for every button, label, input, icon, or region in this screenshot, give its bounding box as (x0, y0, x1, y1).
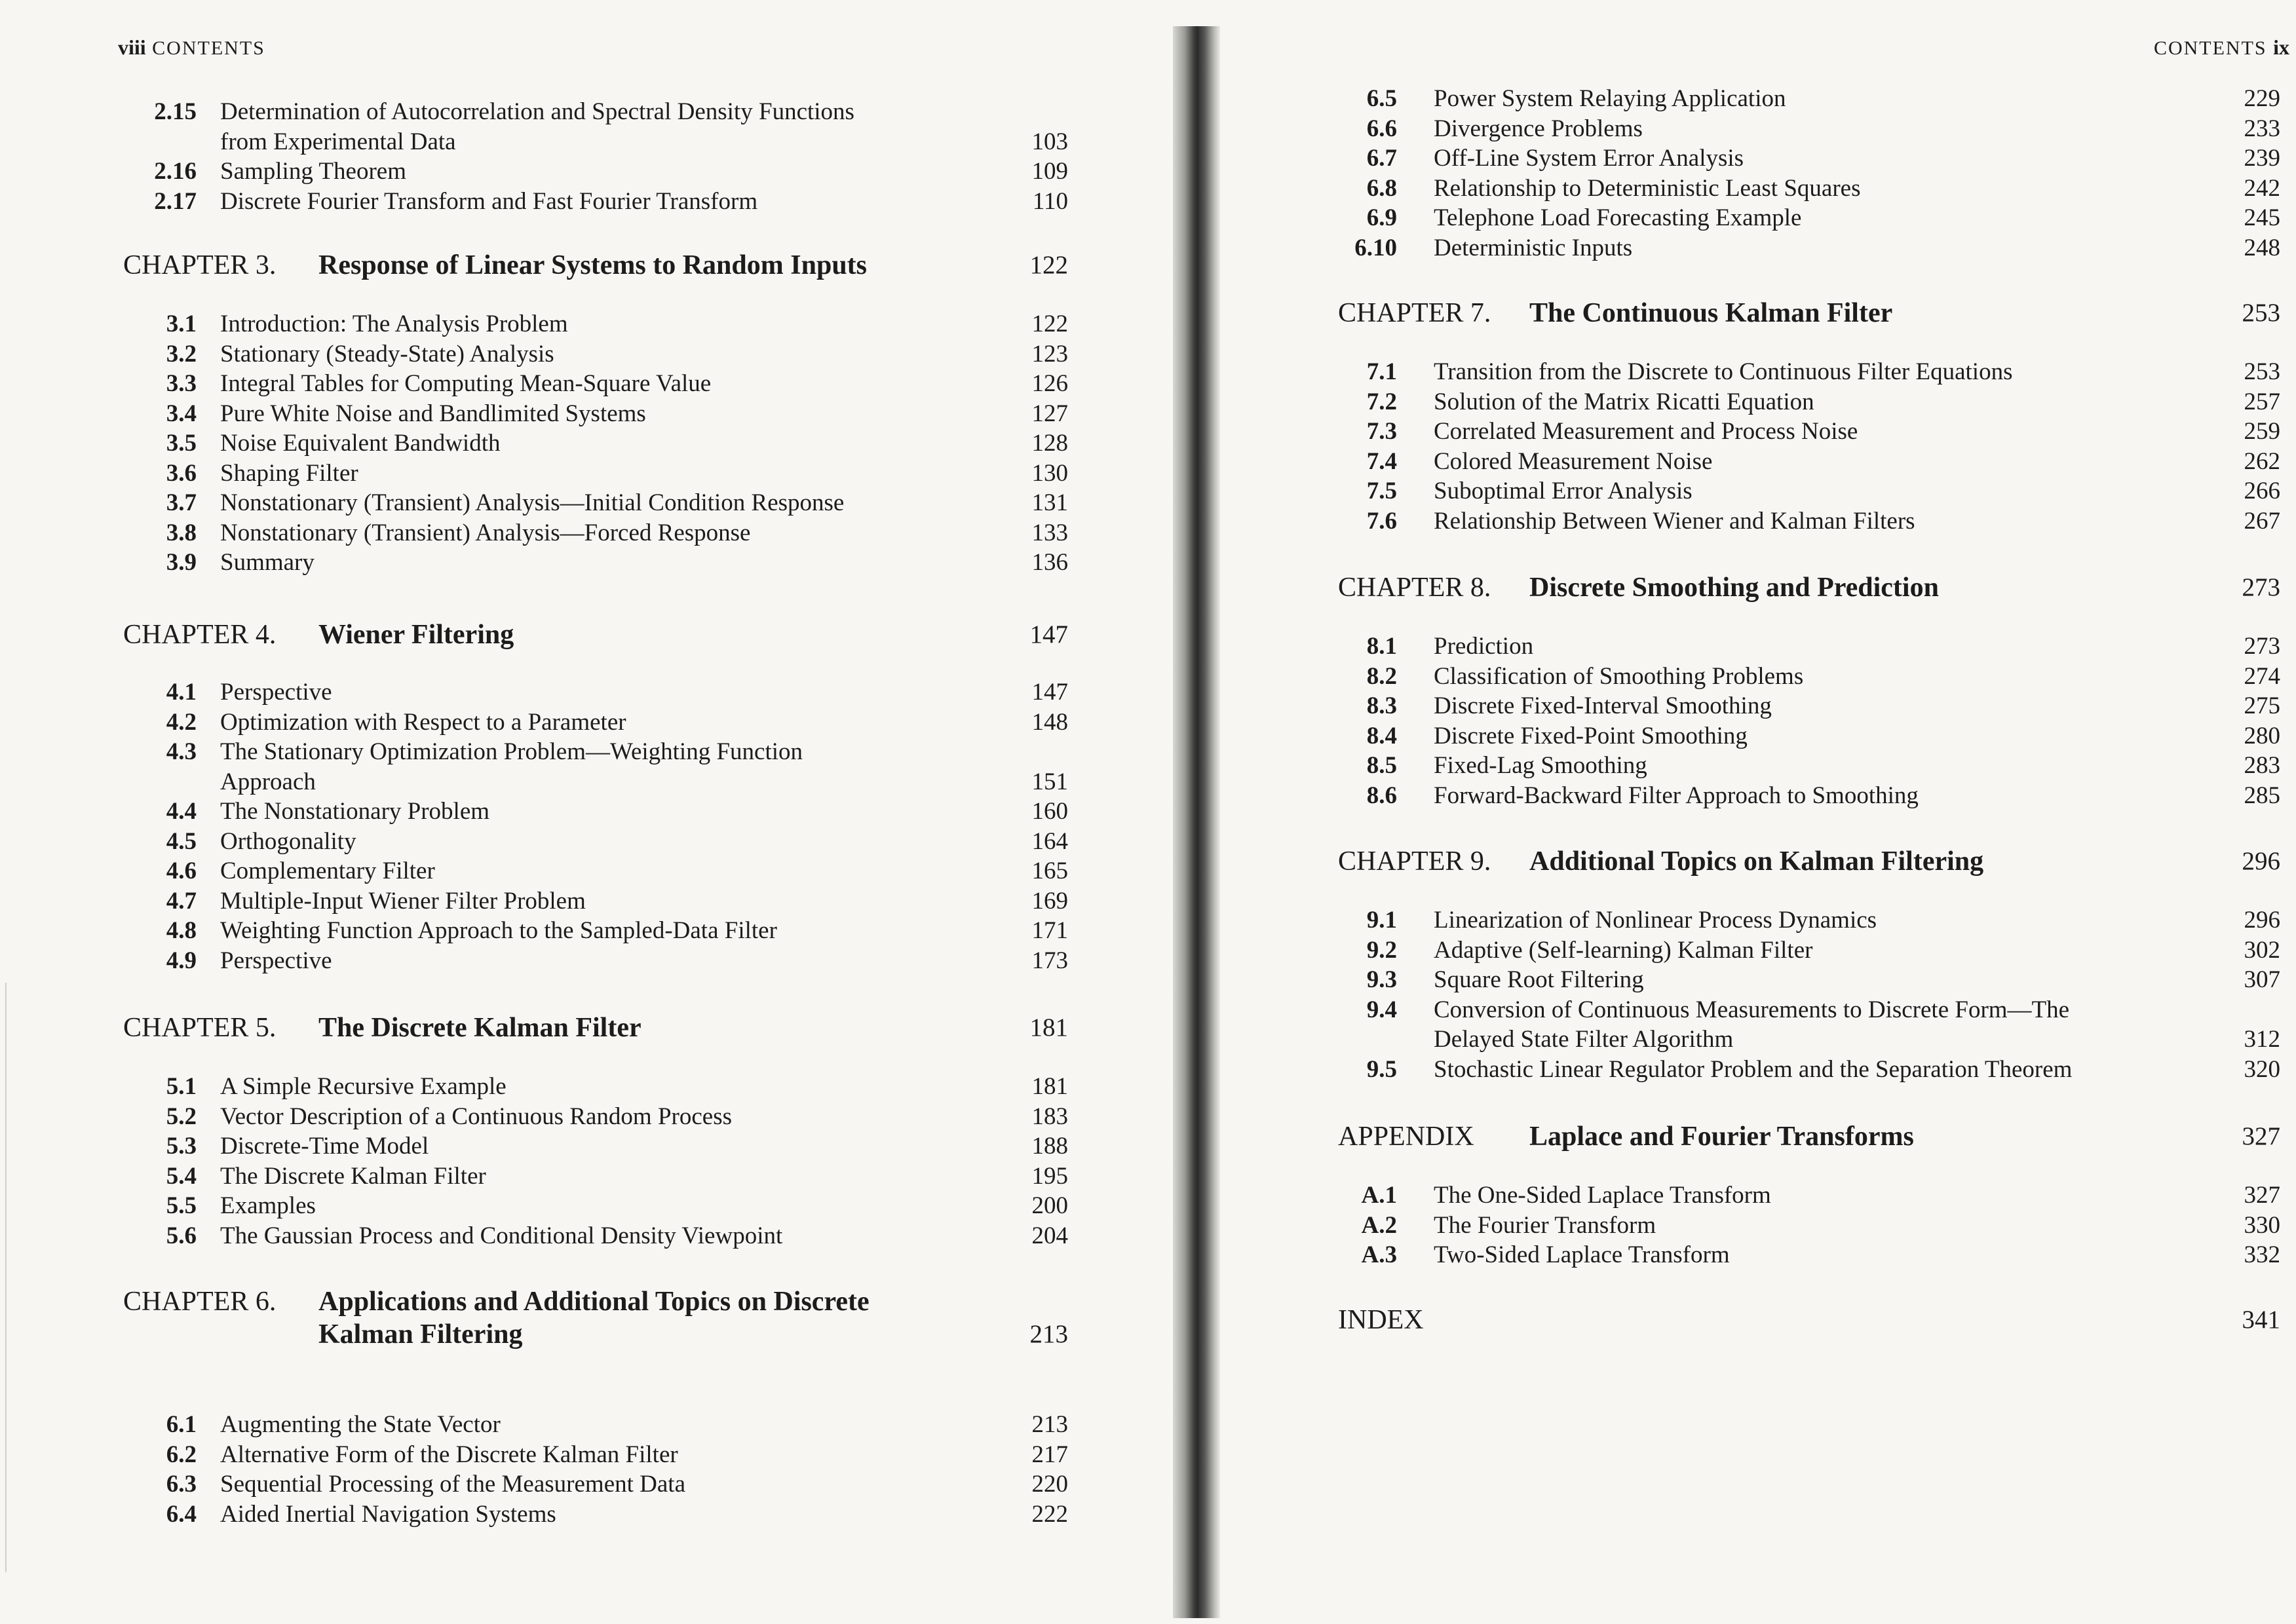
section-title: Approach (220, 768, 316, 795)
section-title: Discrete Fixed-Interval Smoothing (1434, 692, 1772, 719)
section-title: Stationary (Steady-State) Analysis (220, 340, 554, 368)
page-number: 147 (1031, 679, 1068, 706)
toc-entry-line (0, 428, 1173, 459)
section-title: The Fourier Transform (1434, 1211, 1656, 1239)
section-number: 3.7 (166, 489, 197, 516)
toc-entry-line (0, 797, 1173, 827)
page-number: 204 (1031, 1222, 1068, 1249)
chapter-page-number: 181 (1029, 1013, 1068, 1042)
section-title: Weighting Function Approach to the Sampled-Data Filter (220, 917, 777, 944)
toc-entry-line (1220, 1211, 2296, 1241)
toc-entry-line (1220, 387, 2296, 417)
section-title: Discrete Fourier Transform and Fast Fourier Transform (220, 187, 758, 215)
chapter-title: The Continuous Kalman Filter (1529, 298, 1893, 328)
section-number: 5.1 (166, 1073, 197, 1100)
section-title: Determination of Autocorrelation and Spectral Density Functions (220, 98, 854, 125)
toc-entry-line (1220, 84, 2296, 114)
page-number: 245 (2244, 204, 2280, 231)
toc-entry-line (1220, 1240, 2296, 1270)
section-title: Multiple-Input Wiener Filter Problem (220, 887, 586, 915)
page-number: 332 (2244, 1241, 2280, 1268)
section-title: The Gaussian Process and Conditional Density Viewpoint (220, 1222, 783, 1249)
toc-entry-line (1220, 357, 2296, 387)
toc-entry-line (0, 339, 1173, 369)
page-number: 248 (2244, 234, 2280, 261)
toc-entry-line (0, 946, 1173, 976)
section-number: 9.1 (1366, 907, 1397, 934)
page-number: 148 (1031, 708, 1068, 736)
toc-entry-line (0, 1440, 1173, 1470)
section-title: Classification of Smoothing Problems (1434, 662, 1804, 690)
section-title: Sequential Processing of the Measurement Data (220, 1471, 685, 1498)
toc-entry-line (1220, 1055, 2296, 1085)
section-title: Deterministic Inputs (1434, 234, 1633, 261)
toc-entry-line (0, 1072, 1173, 1102)
section-number: 6.2 (166, 1441, 197, 1468)
page-number: 123 (1031, 340, 1068, 368)
chapter-title: Wiener Filtering (318, 620, 514, 650)
section-title: Nonstationary (Transient) Analysis—Forced Response (220, 519, 751, 546)
section-number: 4.9 (166, 947, 197, 974)
toc-entry-line (1220, 935, 2296, 966)
section-number: 4.4 (166, 798, 197, 825)
chapter-title: Kalman Filtering (318, 1319, 523, 1350)
section-number: 6.5 (1366, 85, 1397, 112)
section-title: Forward-Backward Filter Approach to Smoothing (1434, 782, 1919, 809)
section-number: 6.1 (166, 1411, 197, 1438)
toc-entry-line (1220, 1025, 2296, 1055)
section-number: 9.3 (1366, 966, 1397, 993)
section-number: 2.16 (154, 158, 197, 185)
toc-entry-line (0, 488, 1173, 518)
chapter-page-number: 122 (1029, 251, 1068, 279)
section-title: Relationship to Deterministic Least Squares (1434, 174, 1861, 202)
section-number: 6.4 (166, 1500, 197, 1528)
page-number: 109 (1031, 158, 1068, 185)
toc-entry-line (0, 518, 1173, 548)
page-number: 195 (1031, 1162, 1068, 1190)
chapter-label: CHAPTER 3. (123, 250, 277, 280)
page-number: 183 (1031, 1103, 1068, 1130)
page-number: 262 (2244, 447, 2280, 475)
page-number: 330 (2244, 1211, 2280, 1239)
page-number: 122 (1031, 311, 1068, 337)
toc-entry-line (1220, 506, 2296, 537)
section-title: Power System Relaying Application (1434, 85, 1786, 112)
section-title: Nonstationary (Transient) Analysis—Initial Condition Response (220, 489, 845, 516)
section-title: Complementary Filter (220, 858, 435, 884)
toc-entry-line (0, 856, 1173, 886)
page-number: 233 (2244, 115, 2280, 142)
section-title: Vector Description of a Continuous Random Process (220, 1103, 732, 1130)
toc-entry-line (1220, 1180, 2296, 1211)
toc-entry-line (0, 886, 1173, 916)
chapter-label: CHAPTER 7. (1338, 298, 1491, 328)
section-title: Solution of the Matrix Ricatti Equation (1434, 388, 1814, 415)
page-number: 169 (1031, 887, 1068, 915)
page-number: 200 (1031, 1192, 1068, 1219)
toc-entry-line (1220, 995, 2296, 1025)
section-number: 7.1 (1366, 358, 1397, 385)
section-title: A Simple Recursive Example (220, 1073, 507, 1100)
chapter-title: Laplace and Fourier Transforms (1529, 1122, 1914, 1152)
toc-entry-line (0, 767, 1173, 797)
toc-entry-line (0, 459, 1173, 489)
section-number: 6.9 (1366, 204, 1397, 231)
section-number: 4.8 (166, 917, 197, 944)
section-number: 3.6 (166, 459, 197, 487)
section-number: 8.2 (1366, 662, 1397, 690)
page-number: 130 (1031, 459, 1068, 487)
section-title: Transition from the Discrete to Continuous Filter Equations (1434, 358, 2013, 385)
page-number: 188 (1031, 1133, 1068, 1160)
chapter-title: Additional Topics on Kalman Filtering (1529, 846, 1984, 877)
section-number: 3.8 (166, 519, 197, 546)
toc-entry-line (1220, 691, 2296, 721)
page-number: 213 (1031, 1411, 1068, 1438)
running-head-left (118, 35, 265, 60)
chapter-title: Discrete Smoothing and Prediction (1529, 573, 1939, 603)
page-number: 133 (1031, 519, 1068, 546)
section-title: Off-Line System Error Analysis (1434, 145, 1744, 172)
page-number: 312 (2244, 1026, 2280, 1053)
section-number: 4.7 (166, 887, 197, 915)
section-title: Discrete Fixed-Point Smoothing (1434, 722, 1748, 749)
chapter-page-number: 273 (2242, 573, 2280, 601)
section-title: Alternative Form of the Discrete Kalman Filter (220, 1441, 678, 1468)
section-title: Discrete-Time Model (220, 1133, 429, 1160)
page-number: 320 (2244, 1055, 2280, 1083)
page-number: 151 (1031, 768, 1068, 795)
toc-entry-line (0, 1131, 1173, 1161)
section-title: Perspective (220, 679, 332, 706)
chapter-title: Response of Linear Systems to Random Inputs (318, 250, 868, 280)
section-number: 8.3 (1366, 692, 1397, 719)
chapter-page-number: 147 (1029, 620, 1068, 649)
page-number: 274 (2244, 662, 2280, 690)
page-number: 126 (1031, 370, 1068, 397)
page-number: 280 (2244, 722, 2280, 749)
page-number: 103 (1031, 128, 1068, 155)
section-title: The Nonstationary Problem (220, 798, 490, 825)
section-number: 2.17 (154, 187, 197, 215)
toc-entry-line (1220, 417, 2296, 447)
section-title: Examples (220, 1192, 316, 1219)
chapter-label: CHAPTER 8. (1338, 573, 1491, 603)
page-number: 160 (1031, 798, 1068, 825)
section-number: 9.2 (1366, 936, 1397, 964)
page-number: 302 (2244, 936, 2280, 964)
toc-entry-line (0, 127, 1173, 157)
toc-entry-line (0, 1191, 1173, 1221)
page-number: 136 (1031, 549, 1068, 576)
page-number: 110 (1032, 187, 1068, 215)
toc-entry-line (1220, 143, 2296, 174)
toc-entry-line (0, 97, 1173, 127)
section-title: The Discrete Kalman Filter (220, 1162, 486, 1190)
page-number: 259 (2244, 418, 2280, 445)
chapter-page-number: 296 (2242, 847, 2280, 875)
section-title: Correlated Measurement and Process Noise (1434, 418, 1858, 445)
toc-entry-line (0, 1469, 1173, 1500)
folio: ix (2273, 35, 2289, 59)
section-title: Augmenting the State Vector (220, 1411, 501, 1438)
section-title: Optimization with Respect to a Parameter (220, 708, 626, 736)
toc-entry-line (0, 677, 1173, 708)
section-title: Perspective (220, 947, 332, 974)
section-number: 2.15 (154, 98, 197, 125)
chapter-label: CHAPTER 9. (1338, 846, 1491, 877)
chapter-title: The Discrete Kalman Filter (318, 1013, 641, 1043)
toc-entry-line (1220, 476, 2296, 506)
toc-entry-line (0, 1410, 1173, 1440)
page-number: 217 (1031, 1441, 1068, 1468)
chapter-title: Applications and Additional Topics on Discrete (318, 1287, 870, 1317)
chapter-label: CHAPTER 4. (123, 620, 277, 650)
page-number: 164 (1031, 827, 1068, 855)
section-title: Orthogonality (220, 827, 356, 855)
section-title: Pure White Noise and Bandlimited Systems (220, 400, 646, 427)
page-number: 253 (2244, 358, 2280, 385)
section-title: Colored Measurement Noise (1434, 447, 1713, 475)
toc-entry-line (0, 309, 1173, 339)
toc-entry-line (0, 1161, 1173, 1192)
section-title: Stochastic Linear Regulator Problem and the Separation Theorem (1434, 1055, 2073, 1083)
section-number: 6.10 (1354, 234, 1397, 261)
section-number: 3.9 (166, 549, 197, 576)
toc-entry-line (1220, 447, 2296, 477)
page-number: 239 (2244, 145, 2280, 172)
section-number: 8.5 (1366, 752, 1397, 779)
section-number: 4.2 (166, 708, 197, 736)
section-title: Summary (220, 549, 315, 576)
folio: viii (118, 35, 146, 59)
chapter-page-number: 341 (2242, 1306, 2280, 1334)
section-number: 4.3 (166, 738, 197, 765)
section-number: 6.7 (1366, 145, 1397, 172)
section-number: 3.5 (166, 430, 197, 457)
page-number: 222 (1031, 1500, 1068, 1528)
running-head-title: CONTENTS (2153, 37, 2267, 59)
section-number: A.2 (1361, 1211, 1397, 1239)
page-number: 131 (1031, 489, 1068, 516)
section-number: 7.4 (1366, 447, 1397, 475)
toc-entry-line (0, 369, 1173, 399)
toc-entry-line (1220, 114, 2296, 144)
section-number: 3.3 (166, 370, 197, 397)
chapter-page-number: 327 (2242, 1122, 2280, 1150)
page-number: 273 (2244, 633, 2280, 660)
section-title: Fixed-Lag Smoothing (1434, 752, 1647, 779)
section-title: Divergence Problems (1434, 115, 1643, 142)
toc-entry-line (0, 548, 1173, 578)
toc-entry-line (1220, 203, 2296, 233)
running-head-title: CONTENTS (152, 37, 265, 59)
page-number: 171 (1031, 917, 1068, 944)
section-title: Relationship Between Wiener and Kalman Filters (1434, 507, 1915, 535)
page-number: 296 (2244, 907, 2280, 934)
chapter-label: INDEX (1338, 1305, 1424, 1335)
section-number: 6.3 (166, 1471, 197, 1498)
section-number: 7.5 (1366, 478, 1397, 504)
page-number: 242 (2244, 174, 2280, 202)
section-number: 4.1 (166, 679, 197, 706)
book-gutter (1173, 26, 1220, 1618)
section-number: 9.5 (1366, 1055, 1397, 1083)
section-number: 5.4 (166, 1162, 197, 1190)
page-number: 327 (2244, 1182, 2280, 1209)
section-number: 3.2 (166, 340, 197, 368)
toc-entry-line (0, 187, 1173, 217)
toc-entry-line (1220, 174, 2296, 204)
section-title: Suboptimal Error Analysis (1434, 478, 1693, 504)
page-number: 285 (2244, 782, 2280, 809)
section-number: 9.4 (1366, 996, 1397, 1023)
section-title: Introduction: The Analysis Problem (220, 311, 568, 337)
toc-entry-line (1220, 751, 2296, 781)
section-title: Square Root Filtering (1434, 966, 1644, 993)
section-title: Shaping Filter (220, 459, 358, 487)
section-number: 7.2 (1366, 388, 1397, 415)
page-number: 307 (2244, 966, 2280, 993)
toc-entry-line (0, 1221, 1173, 1251)
section-title: Noise Equivalent Bandwidth (220, 430, 501, 457)
section-title: Conversion of Continuous Measurements to Discrete Form—The (1434, 996, 2070, 1023)
toc-entry-line (0, 708, 1173, 738)
section-title: from Experimental Data (220, 128, 456, 155)
section-number: 8.4 (1366, 722, 1397, 749)
page-number: 181 (1031, 1073, 1068, 1100)
chapter-label: CHAPTER 6. (123, 1287, 277, 1317)
page-number: 283 (2244, 752, 2280, 779)
section-title: Delayed State Filter Algorithm (1434, 1026, 1734, 1053)
section-title: The One-Sided Laplace Transform (1434, 1182, 1771, 1209)
toc-entry-line (0, 737, 1173, 767)
section-number: 7.3 (1366, 418, 1397, 445)
chapter-page-number: 253 (2242, 299, 2280, 327)
running-head-right (2154, 35, 2289, 60)
right-page (1220, 0, 2296, 1624)
section-number: 6.6 (1366, 115, 1397, 142)
toc-entry-line (1220, 781, 2296, 811)
section-title: Prediction (1434, 633, 1534, 660)
toc-entry-line (1220, 632, 2296, 662)
page-number: 127 (1031, 400, 1068, 427)
section-title: Telephone Load Forecasting Example (1434, 204, 1802, 231)
page-number: 165 (1031, 858, 1068, 884)
toc-entry-line (0, 1500, 1173, 1530)
section-number: 5.5 (166, 1192, 197, 1219)
section-number: 3.1 (166, 311, 197, 337)
toc-entry-line (0, 399, 1173, 429)
chapter-page-number: 213 (1029, 1320, 1068, 1348)
toc-entry-line (0, 827, 1173, 857)
page-number: 173 (1031, 947, 1068, 974)
toc-entry-line (1220, 721, 2296, 751)
section-number: 5.2 (166, 1103, 197, 1130)
page-number: 128 (1031, 430, 1068, 457)
page-number: 220 (1031, 1471, 1068, 1498)
toc-entry-line (0, 1102, 1173, 1132)
section-title: Adaptive (Self-learning) Kalman Filter (1434, 936, 1813, 964)
page-number: 229 (2244, 85, 2280, 112)
toc-entry-line (1220, 233, 2296, 263)
page-number: 257 (2244, 388, 2280, 415)
section-title: The Stationary Optimization Problem—Weighting Function (220, 738, 803, 765)
toc-entry-line (1220, 905, 2296, 935)
page-number: 275 (2244, 692, 2280, 719)
section-number: 6.8 (1366, 174, 1397, 202)
section-title: Integral Tables for Computing Mean-Square Value (220, 370, 712, 397)
toc-entry-line (0, 916, 1173, 946)
section-number: 4.6 (166, 858, 197, 884)
section-number: 5.3 (166, 1133, 197, 1160)
section-number: A.3 (1361, 1241, 1397, 1268)
section-number: 4.5 (166, 827, 197, 855)
page-number: 266 (2244, 478, 2280, 504)
section-title: Aided Inertial Navigation Systems (220, 1500, 556, 1528)
section-title: Sampling Theorem (220, 158, 406, 185)
section-title: Linearization of Nonlinear Process Dynamics (1434, 907, 1877, 934)
toc-entry-line (1220, 965, 2296, 995)
page-number: 267 (2244, 507, 2280, 535)
section-number: 7.6 (1366, 507, 1397, 535)
section-number: 8.1 (1366, 633, 1397, 660)
section-number: 3.4 (166, 400, 197, 427)
section-number: A.1 (1361, 1182, 1397, 1209)
toc-entry-line (1220, 662, 2296, 692)
chapter-label: CHAPTER 5. (123, 1013, 277, 1043)
section-title: Two-Sided Laplace Transform (1434, 1241, 1730, 1268)
section-number: 5.6 (166, 1222, 197, 1249)
toc-entry-line (0, 157, 1173, 187)
section-number: 8.6 (1366, 782, 1397, 809)
chapter-label: APPENDIX (1338, 1122, 1474, 1152)
